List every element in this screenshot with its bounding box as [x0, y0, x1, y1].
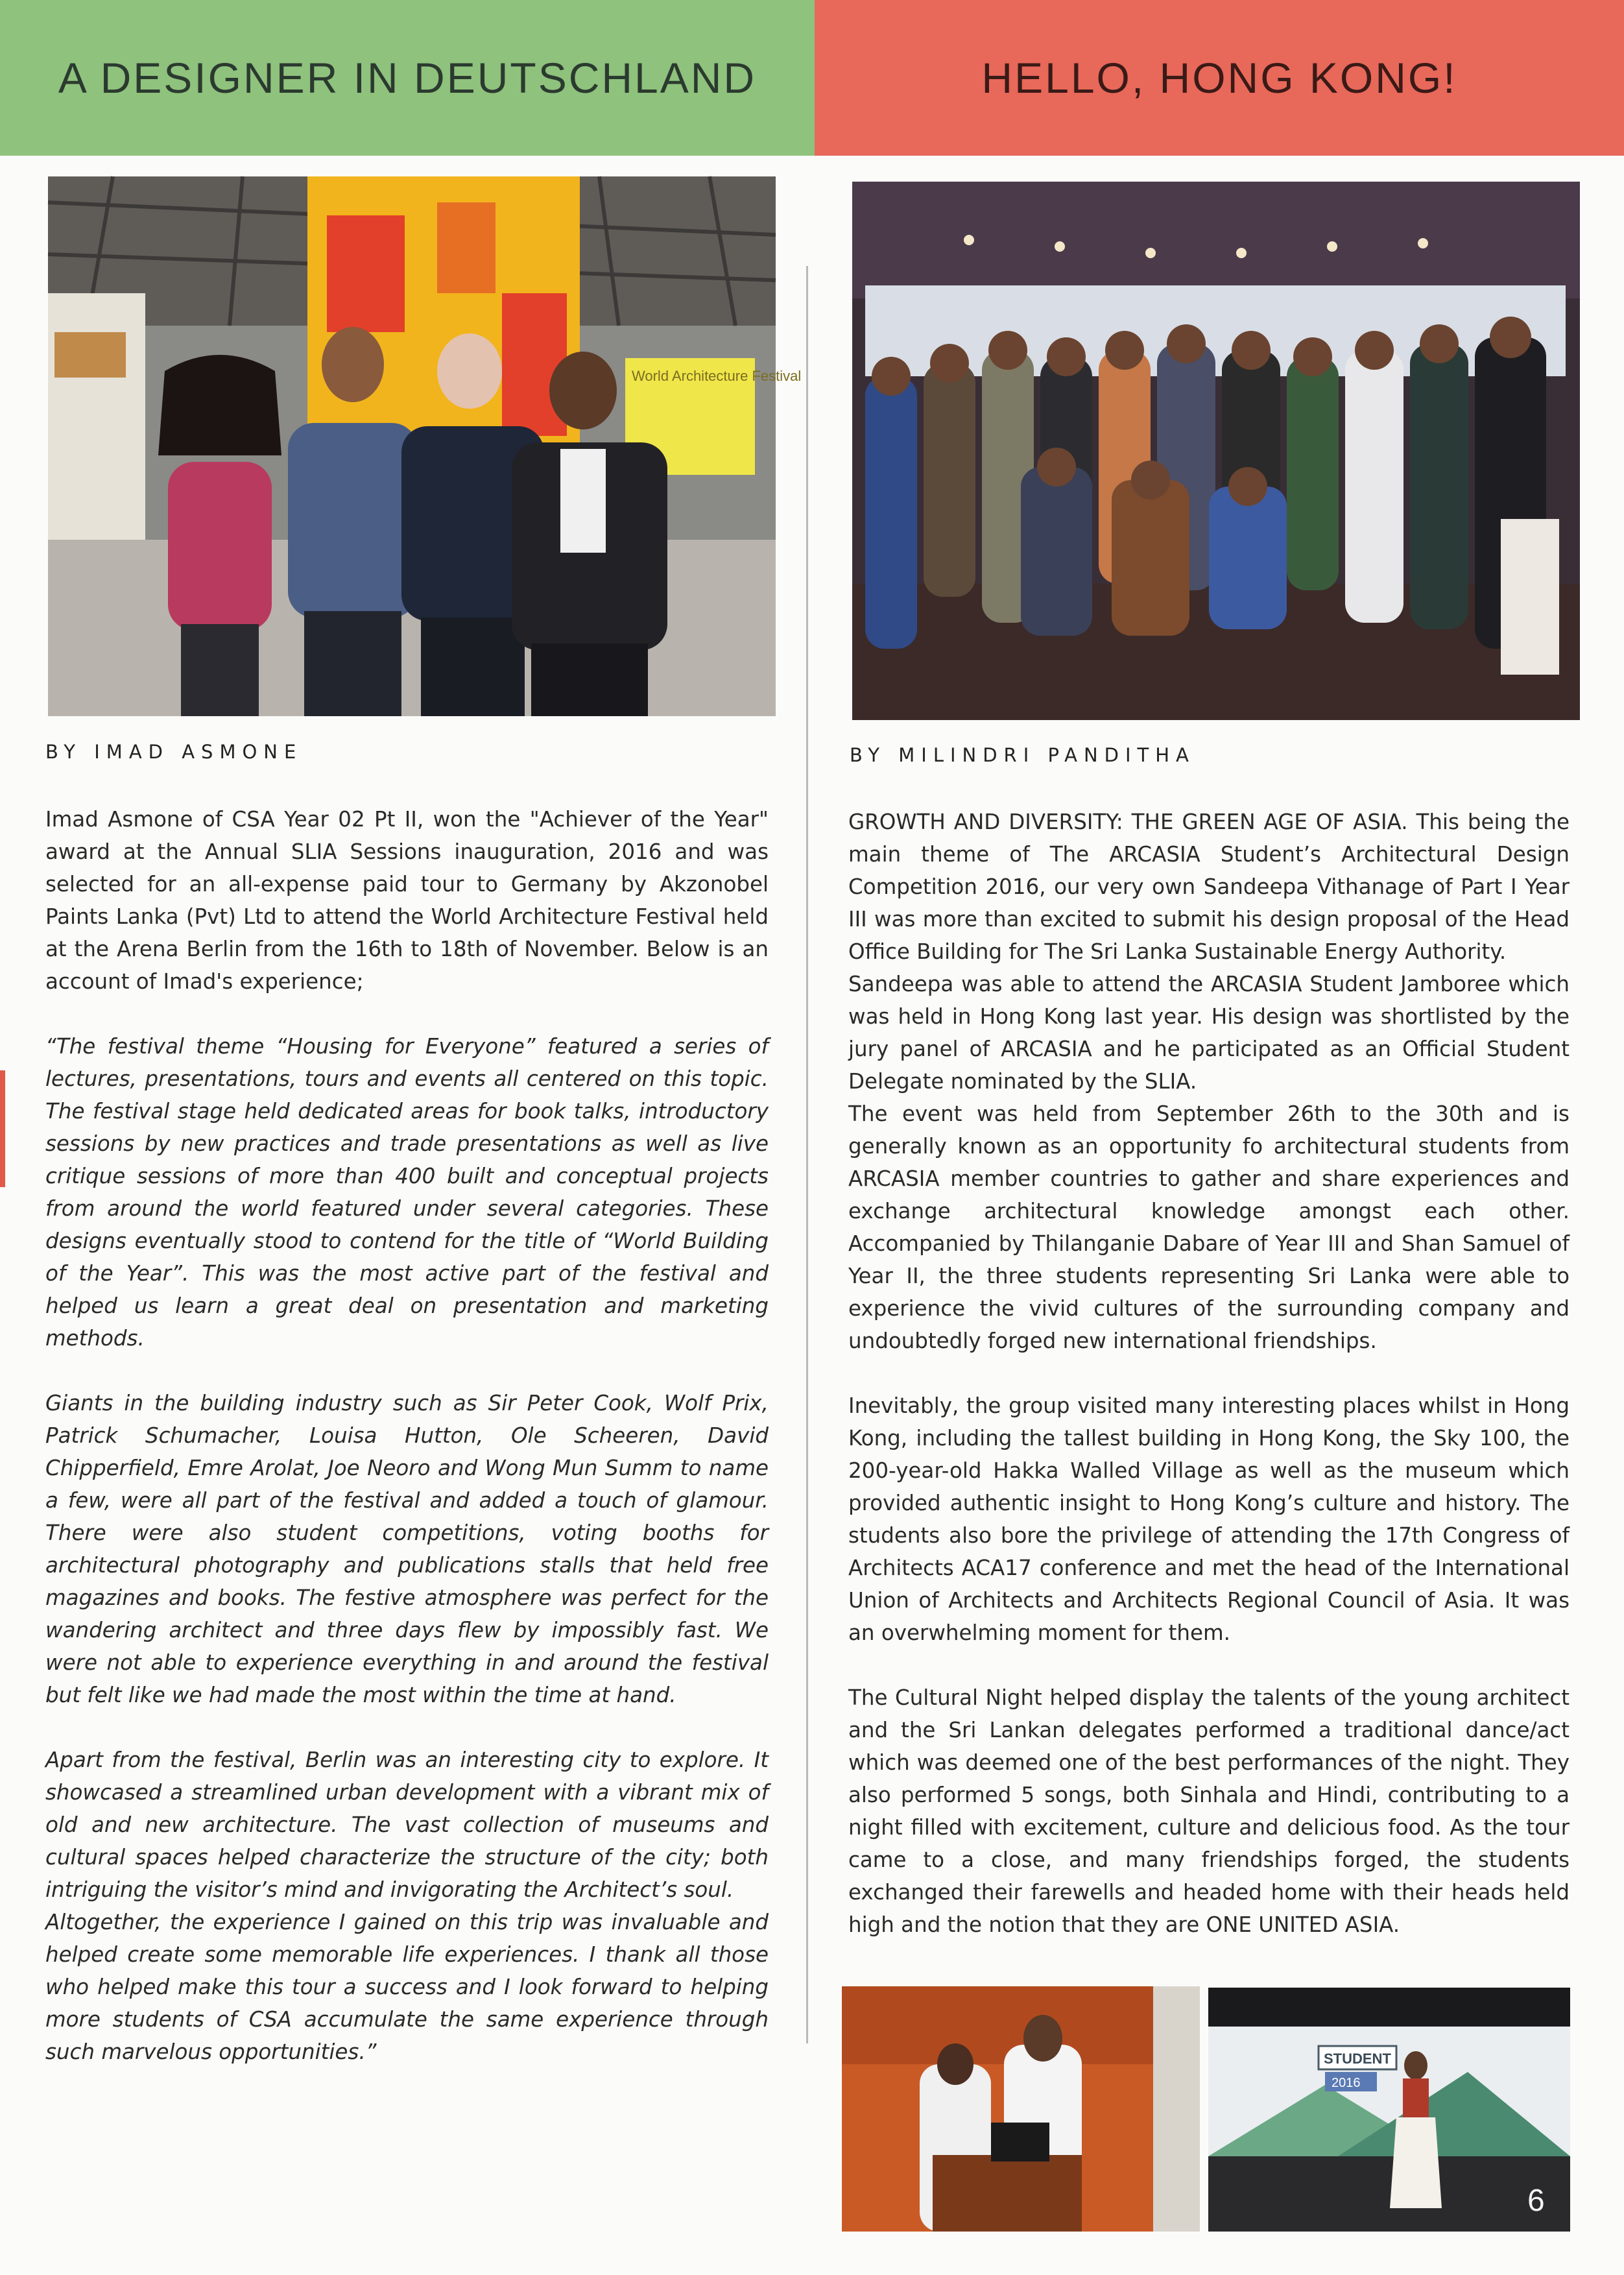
right-article-title: HELLO, HONG KONG!	[815, 0, 1624, 156]
left-paragraph: Altogether, the experience I gained on this trip was invaluable and helped create some memorable life experiences. I thank all those who helped make this tour a success and I look forward to helping more students of CSA accumulate the same experience through such marvelous opportunities.”	[45, 1910, 769, 2064]
festival-group-photo	[48, 176, 802, 716]
right-paragraph: The event was held from September 26th to the 30th and is generally known as an opportunity fo architectural students from ARCASIA member countries to gather and share experiences and exchange architectural knowledge amongst each other. Accompanied by Thilanganie Dabare of Year III and Shan Samuel of Year II, the three students representing Sri Lanka were able to experience the vivid cultures of the surrounding company and undoubtedly forged new international friendships.	[848, 1101, 1570, 1353]
stage-sign-text: STUDENT	[1324, 2051, 1391, 2067]
arcasia-group-photo	[852, 182, 1580, 720]
page-edge-mark	[0, 1070, 5, 1187]
page-number: 6	[1527, 2184, 1545, 2218]
right-byline: BY MILINDRI PANDITHA	[850, 744, 1195, 766]
left-paragraph: Imad Asmone of CSA Year 02 Pt II, won the "Achiever of the Year" award at the Annual SLIA Sessions inauguration, 2016 and was selected for an all-expense paid tour to Germany by Akzonobel Paints Lanka (Pvt) Ltd to attend the World Architecture Festival held at the Arena Berlin from the 16th to 18th of November. Below is an account of Imad's experience;	[45, 807, 769, 994]
right-paragraph: Inevitably, the group visited many interesting places whilst in Hong Kong, including the tallest building in Hong Kong, the Sky 100, the 200-year-old Hakka Walled Village as well as the museum which provided authentic insight to Hong Kong’s culture and history. The students also bore the privilege of attending the 17th Congress of Architects ACA17 conference and met the head of the International Union of Architects and Architects Regional Council of Asia. It was an overwhelming moment for them.	[848, 1393, 1570, 1645]
left-paragraph: “The festival theme “Housing for Everyone” featured a series of lectures, presentations, tours and events all centered on this topic. The festival stage held dedicated areas for book talks, introductory sessions by new practices and trade presentations as well as live critique sessions of more than 400 built and conceptual projects from around the world featured under several categories. These designs eventually stood to contend for the title of “World Building of the Year”. This was the most active part of the festival and helped us learn a great deal on presentation and marketing methods.	[45, 1034, 769, 1351]
right-paragraph: The Cultural Night helped display the talents of the young architect and the Sri Lankan delegates performed a traditional dance/act which was deemed one of the best performances of the night. They also performed 5 songs, both Sinhala and Hindi, contributing to a night filled with excitement, culture and delicious food. As the tour came to a close, and many friendships forged, the students exchanged their farewells and headed home with their heads held high and the notion that they are ONE UNITED ASIA.	[848, 1685, 1570, 1937]
presentation-photo	[842, 1986, 1200, 2232]
right-paragraph: GROWTH AND DIVERSITY: THE GREEN AGE OF ASIA. This being the main theme of The ARCASIA Student’s Architectural Design Competition 2016, our very own Sandeepa Vithanage of Part I Year III was more than excited to submit his design proposal of the Head Office Building for The Sri Lanka Sustainable Energy Authority.	[848, 810, 1570, 964]
left-article-body	[45, 803, 769, 2068]
left-byline: BY IMAD ASMONE	[45, 741, 303, 763]
left-article-title: A DESIGNER IN DEUTSCHLAND	[0, 0, 815, 156]
left-paragraph: Apart from the festival, Berlin was an interesting city to explore. It showcased a streamlined urban development with a vibrant mix of old and new architecture. The vast collection of museums and cultural spaces helped characterize the structure of the city; both intriguing the visitor’s mind and invigorating the Architect’s soul.	[45, 1748, 769, 1902]
right-article-body	[848, 806, 1570, 1941]
stage-year-text: 2016	[1331, 2076, 1361, 2090]
right-paragraph: Sandeepa was able to attend the ARCASIA Student Jamboree which was held in Hong Kong last year. His design was shortlisted by the jury panel of ARCASIA and he participated as an Official Student Delegate nominated by the SLIA.	[848, 972, 1570, 1094]
left-paragraph: Giants in the building industry such as Sir Peter Cook, Wolf Prix, Patrick Schumacher, Louisa Hutton, Ole Scheeren, David Chipperfield, Emre Arolat, Joe Neoro and Wong Mun Summ to name a few, were all part of the festival and added a touch of glamour. There were also student competitions, voting booths for architectural photography and publications stalls that held free magazines and books. The festive atmosphere was perfect for the wandering architect and three days flew by impossibly fast. We were not able to experience everything in and around the festival but felt like we had made the most within the time at hand.	[45, 1391, 769, 1707]
column-divider	[806, 266, 808, 2043]
festival-sign-text: World Architecture Festival	[632, 368, 802, 384]
cultural-night-photo	[1208, 1988, 1570, 2232]
